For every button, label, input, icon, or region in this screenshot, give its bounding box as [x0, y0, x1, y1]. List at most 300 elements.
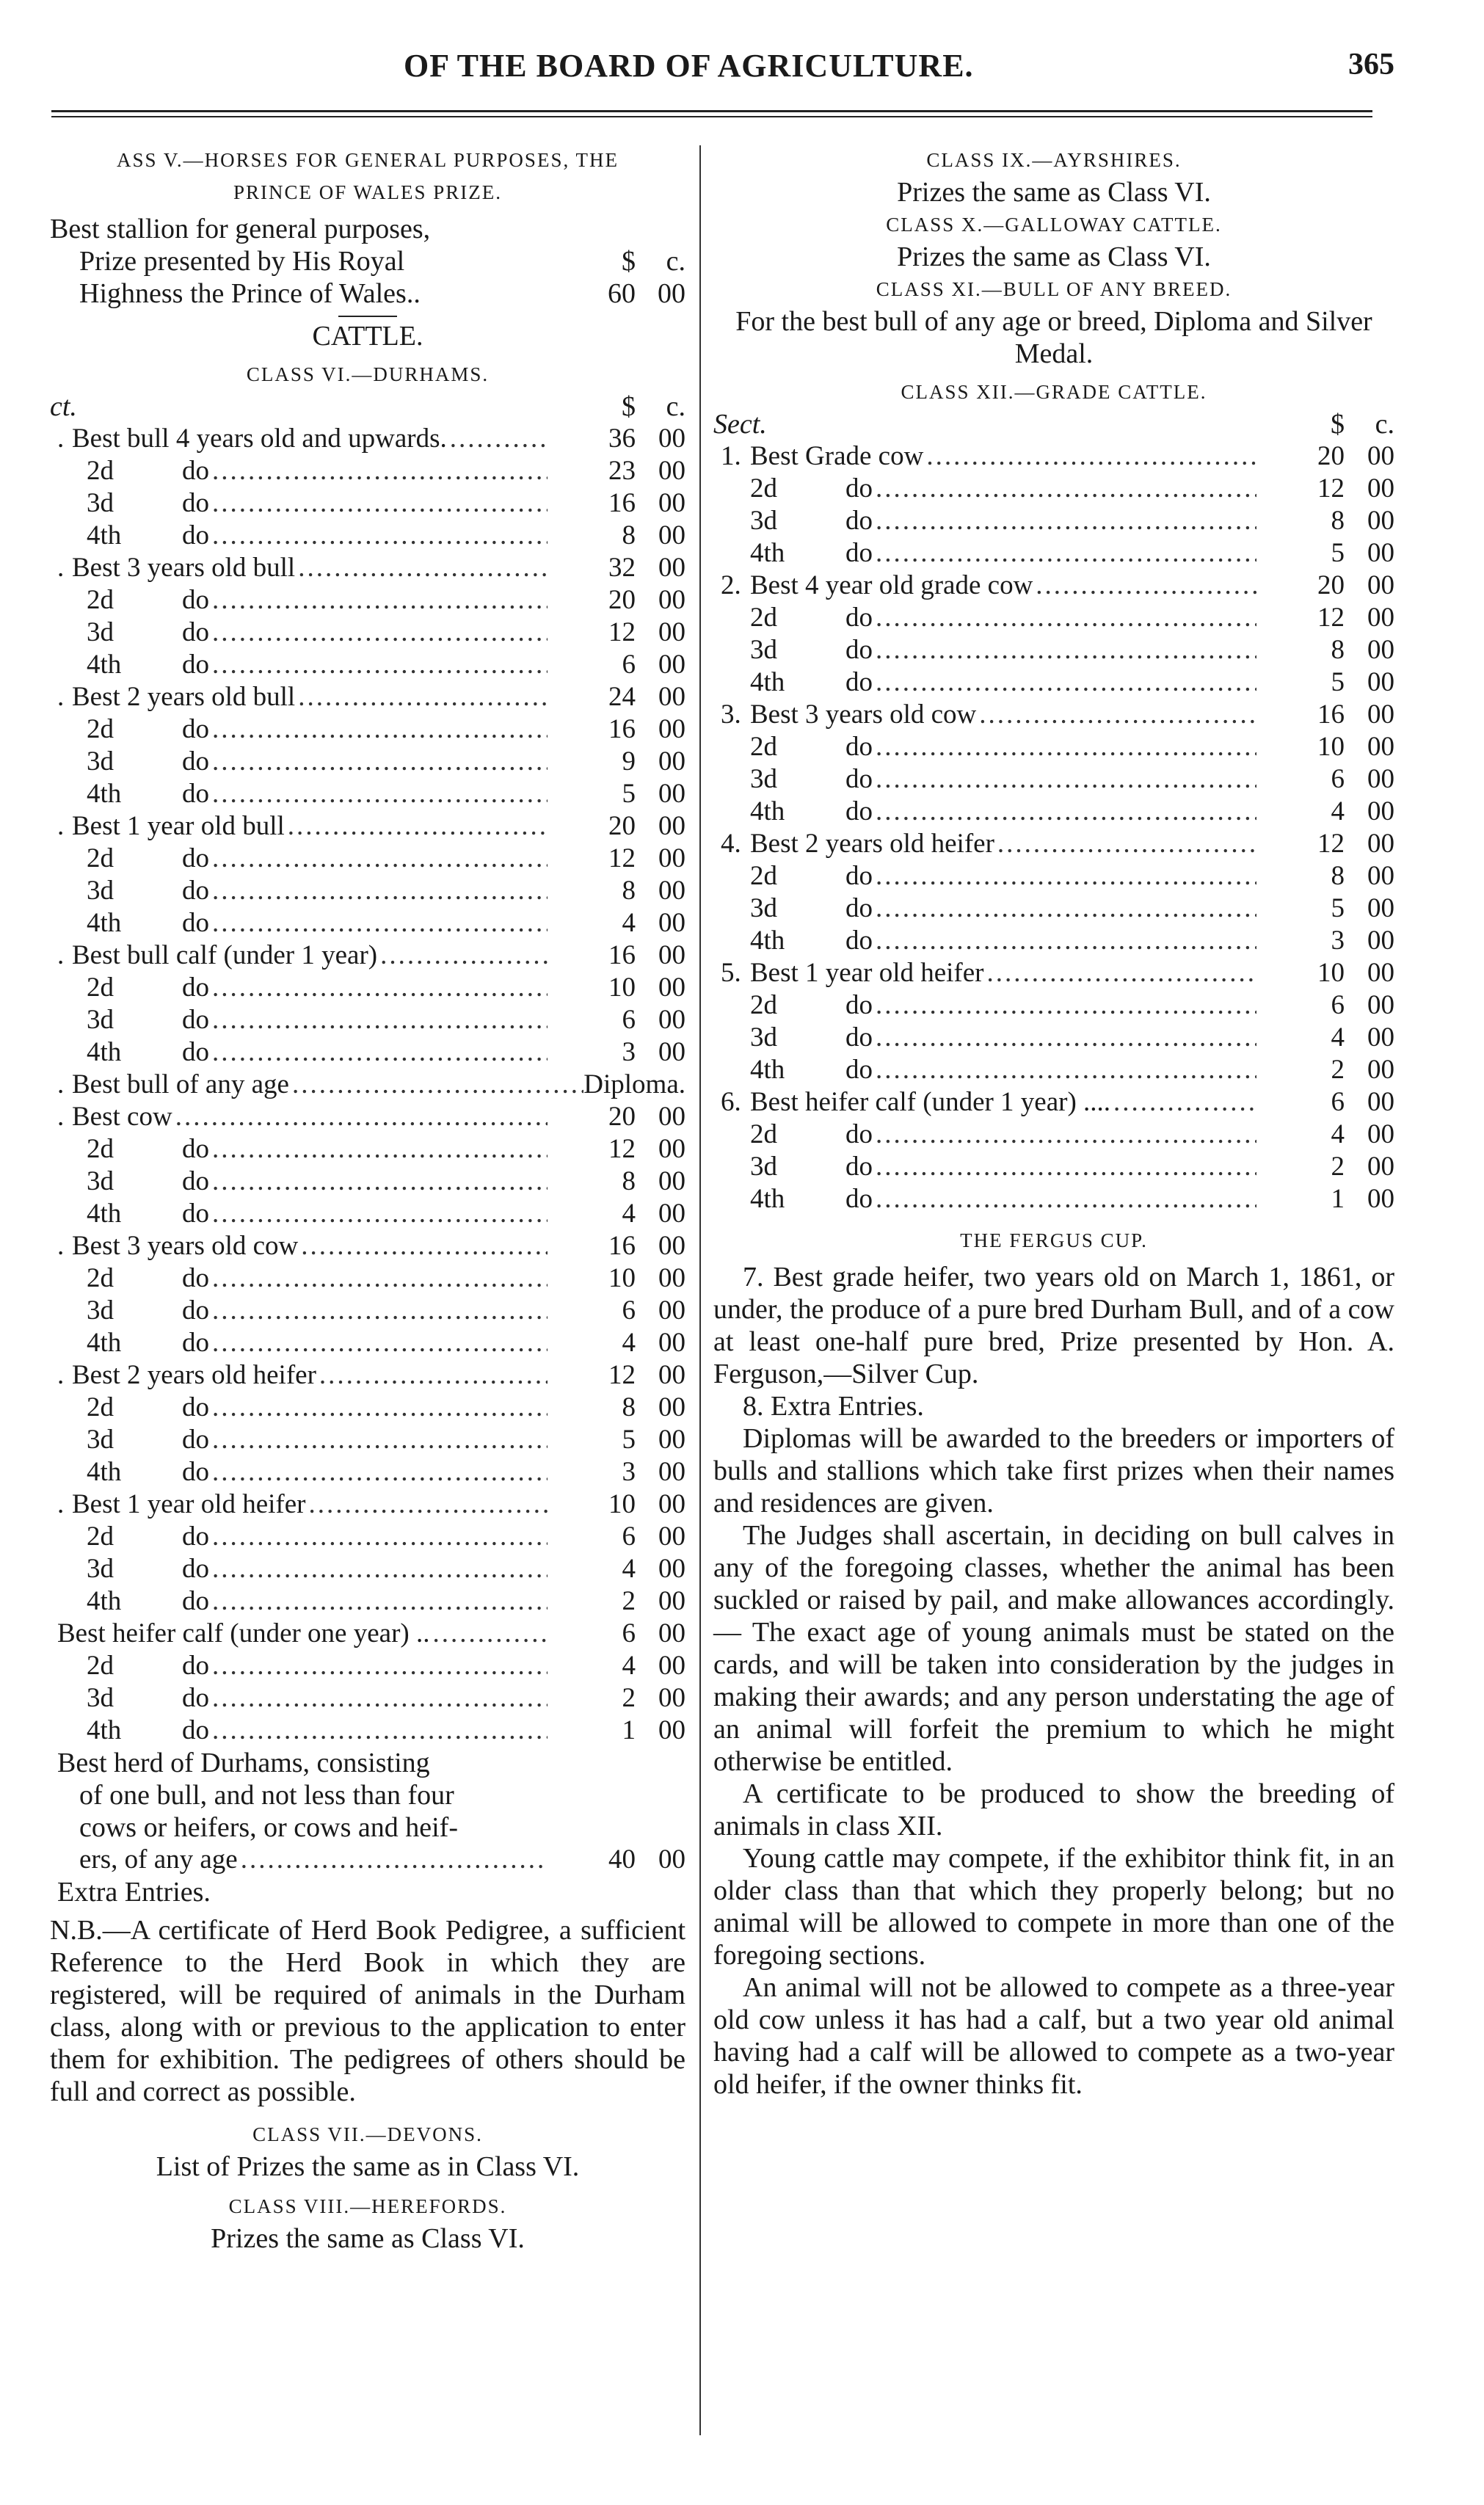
prize-row: [713, 473, 1394, 505]
prize-label: Best 2 years old heifer: [72, 1360, 316, 1390]
section-divider: [338, 316, 397, 317]
stallion-cents: 00: [658, 278, 685, 309]
dot-leader: [873, 731, 1256, 763]
place-label: 4th: [87, 1715, 122, 1745]
section-number: .: [57, 553, 65, 583]
dot-leader: [209, 1327, 548, 1359]
class9-heading: CLASS IX.—AYRSHIRES.: [926, 149, 1182, 171]
prize-label-group: [50, 487, 209, 520]
prize-cents: 00: [1367, 1087, 1394, 1117]
prize-label-group: [50, 1230, 298, 1262]
dot-leader: [238, 1844, 548, 1876]
extra-entries: Extra Entries.: [57, 1877, 211, 1908]
prize-cents: 00: [658, 1360, 685, 1390]
place-label: 4th: [87, 1199, 122, 1229]
prize-row: [50, 1618, 685, 1650]
prize-label: do: [845, 1184, 873, 1214]
place-label: 4th: [87, 1457, 122, 1487]
stallion-line1: Best stallion for general purposes,: [50, 214, 431, 244]
prize-label: do: [182, 456, 209, 486]
section-number: 4.: [721, 829, 741, 859]
prize-label-group: [713, 570, 1033, 602]
prize-cents: 00: [1367, 603, 1394, 633]
stallion-line2: Prize presented by His Royal: [79, 246, 405, 277]
dot-leader: [209, 1133, 548, 1166]
sect-label: Sect.: [713, 409, 767, 440]
prize-row: [50, 649, 685, 681]
prize-dollars: 20: [608, 811, 636, 841]
prize-label-group: [50, 713, 209, 746]
stallion-line2-row: [50, 245, 685, 277]
herd-dollars: 40: [608, 1844, 636, 1875]
prize-row: [713, 828, 1394, 860]
prize-row: [50, 1133, 685, 1166]
prize-label: do: [182, 585, 209, 615]
prize-label: do: [182, 1425, 209, 1455]
prize-dollars: 1: [622, 1715, 636, 1745]
prize-row: [50, 1359, 685, 1392]
prize-row: [50, 423, 685, 455]
prize-label: do: [845, 1152, 873, 1182]
place-label: 4th: [87, 1328, 122, 1358]
prize-dollars: 3: [622, 1457, 636, 1487]
prize-cents: 00: [1367, 699, 1394, 730]
prize-label: do: [182, 1586, 209, 1616]
dot-leader: [209, 1166, 548, 1198]
prize-cents: 00: [658, 714, 685, 744]
prize-cents: 00: [658, 843, 685, 873]
prize-row: [50, 1004, 685, 1036]
prize-label: do: [182, 1134, 209, 1164]
prize-label-group: [50, 1359, 316, 1392]
prize-label-group: [50, 649, 209, 681]
prize-row: [50, 1521, 685, 1553]
prize-row: [713, 699, 1394, 731]
prize-dollars: 4: [622, 1199, 636, 1229]
prize-row: [50, 1650, 685, 1682]
prize-row: [713, 1183, 1394, 1215]
place-label: 4th: [750, 667, 785, 697]
dot-leader: [209, 875, 548, 907]
place-label: 3d: [87, 876, 114, 906]
page-header: [44, 47, 1409, 106]
dot-leader: [209, 1456, 548, 1488]
dot-leader: [429, 1618, 548, 1650]
class9-text: Prizes the same as Class VI.: [897, 177, 1211, 208]
prize-dollars: 8: [1331, 635, 1345, 665]
prize-dollars: 10: [608, 1489, 636, 1519]
dot-leader: [209, 1715, 548, 1747]
prize-label-group: [50, 1456, 209, 1488]
place-label: 4th: [87, 520, 122, 550]
herd-line2: of one bull, and not less than four: [79, 1780, 454, 1811]
section-number: .: [57, 1489, 65, 1519]
prize-row: [50, 1553, 685, 1585]
dot-leader: [209, 1392, 548, 1424]
prize-cents: 00: [658, 682, 685, 712]
prize-label-group: [50, 778, 209, 810]
prize-label-group: [50, 939, 377, 972]
prize-row: [50, 1262, 685, 1295]
place-label: 4th: [87, 779, 122, 809]
cattle-title: CATTLE.: [312, 321, 423, 352]
prize-dollars: 8: [1331, 861, 1345, 891]
prize-label-group: [50, 1392, 209, 1424]
prize-cents: 00: [1367, 958, 1394, 988]
prize-label: do: [182, 972, 209, 1003]
prize-label: do: [845, 732, 873, 762]
prize-label: do: [182, 650, 209, 680]
prize-dollars: 20: [608, 585, 636, 615]
prize-label: do: [845, 603, 873, 633]
prize-dollars: Diploma.: [583, 1069, 685, 1099]
dot-leader: [209, 1650, 548, 1682]
prize-cents: 00: [1367, 893, 1394, 923]
prize-cents: 00: [1367, 796, 1394, 826]
prize-cents: 00: [658, 1295, 685, 1326]
herd-line4-row: [50, 1844, 685, 1876]
dot-leader: [209, 778, 548, 810]
prize-dollars: 5: [1331, 667, 1345, 697]
prize-label: do: [182, 843, 209, 873]
dot-leader: [209, 746, 548, 778]
dot-leader: [209, 1521, 548, 1553]
prize-label-group: [50, 584, 209, 617]
place-label: 2d: [750, 732, 777, 762]
prize-label: do: [182, 908, 209, 938]
place-label: 2d: [87, 585, 114, 615]
place-label: 4th: [750, 1055, 785, 1085]
prize-dollars: 4: [622, 908, 636, 938]
prize-label: do: [182, 746, 209, 777]
section-number: 5.: [721, 958, 741, 988]
dot-leader: [209, 713, 548, 746]
prize-dollars: 4: [1331, 796, 1345, 826]
prize-cents: 00: [1367, 1184, 1394, 1214]
prize-cents: 00: [658, 456, 685, 486]
prize-label-group: [713, 1151, 873, 1183]
prize-cents: 00: [658, 617, 685, 647]
place-label: 4th: [87, 1037, 122, 1067]
sect-label: ct.: [50, 391, 77, 422]
certificate-paragraph: A certificate to be produced to show the breeding of animals in class XII.: [713, 1778, 1394, 1842]
prize-row: [50, 1715, 685, 1747]
prize-label-group: [50, 1101, 172, 1133]
prize-dollars: 4: [622, 1651, 636, 1681]
dot-leader: [873, 602, 1256, 634]
dot-leader: [209, 649, 548, 681]
dot-leader: [873, 860, 1256, 892]
prize-dollars: 8: [622, 1392, 636, 1422]
prize-label-group: [713, 699, 976, 731]
prize-label-group: [713, 860, 873, 892]
class10-heading: CLASS X.—GALLOWAY CATTLE.: [886, 214, 1222, 236]
place-label: 2d: [87, 1521, 114, 1552]
prize-label: do: [845, 1022, 873, 1052]
prize-cents: 00: [658, 876, 685, 906]
prize-row: [50, 584, 685, 617]
prize-row: [713, 731, 1394, 763]
prize-row: [50, 487, 685, 520]
place-label: 3d: [750, 635, 777, 665]
prize-cents: 00: [1367, 1152, 1394, 1182]
prize-label-group: [50, 1262, 209, 1295]
column-divider: [699, 145, 701, 2435]
prize-label: do: [182, 714, 209, 744]
header-rule-thin: [51, 116, 1372, 117]
dot-leader: [298, 1230, 548, 1262]
dot-leader: [994, 828, 1256, 860]
dot-leader: [295, 552, 548, 584]
prize-label: do: [845, 990, 873, 1020]
prize-label-group: [50, 1521, 209, 1553]
prize-cents: 00: [658, 423, 685, 454]
prize-row: [713, 796, 1394, 828]
place-label: 3d: [750, 893, 777, 923]
dot-leader: [873, 1119, 1256, 1151]
prize-label-group: [713, 1183, 873, 1215]
durham-prize-list: [50, 423, 685, 1747]
prize-label-group: [50, 617, 209, 649]
prize-row: [713, 1151, 1394, 1183]
section-number: 1.: [721, 441, 741, 471]
prize-label-group: [50, 552, 295, 584]
class8-text: Prizes the same as Class VI.: [211, 2223, 525, 2254]
header-rule: [51, 110, 1372, 112]
dot-leader: [209, 1585, 548, 1618]
stallion-dollars: 60: [608, 278, 636, 309]
prize-label-group: [50, 423, 447, 455]
prize-label-group: [713, 1086, 1110, 1119]
prize-label: do: [845, 538, 873, 568]
prize-dollars: 12: [608, 1360, 636, 1390]
prize-label-group: [50, 972, 209, 1004]
prize-row: [713, 925, 1394, 957]
prize-dollars: 12: [608, 843, 636, 873]
place-label: 3d: [87, 1554, 114, 1584]
dot-leader: [1033, 570, 1256, 602]
prize-row: [713, 537, 1394, 570]
prize-label-group: [50, 1618, 429, 1650]
prize-dollars: 12: [608, 617, 636, 647]
cents-header: c.: [666, 246, 685, 277]
prize-dollars: 6: [622, 1521, 636, 1552]
prize-label-group: [50, 843, 209, 875]
prize-label-group: [50, 1424, 209, 1456]
prize-dollars: 10: [1317, 732, 1345, 762]
class11-heading: CLASS XI.—BULL OF ANY BREED.: [876, 278, 1232, 300]
dollar-header: $: [622, 391, 636, 422]
prize-label: do: [182, 1521, 209, 1552]
dollar-header: $: [622, 246, 636, 277]
herd-line3: cows or heifers, or cows and heif-: [79, 1812, 458, 1843]
prize-row: [50, 552, 685, 584]
dot-leader: [209, 584, 548, 617]
dot-leader: [873, 505, 1256, 537]
prize-row: [50, 455, 685, 487]
prize-label-group: [713, 602, 873, 634]
place-label: 4th: [750, 796, 785, 826]
prize-label-group: [713, 828, 994, 860]
prize-row: [713, 892, 1394, 925]
prize-dollars: 16: [1317, 699, 1345, 730]
section-number: 2.: [721, 570, 741, 600]
prize-cents: 00: [1367, 861, 1394, 891]
prize-label-group: [50, 455, 209, 487]
prize-label: Best 1 year old heifer: [750, 958, 984, 988]
class6-heading: CLASS VI.—DURHAMS.: [246, 363, 490, 385]
place-label: 4th: [750, 926, 785, 956]
prize-dollars: 32: [608, 553, 636, 583]
prize-label: do: [182, 1683, 209, 1713]
prize-dollars: 20: [1317, 570, 1345, 600]
dollar-header: $: [1331, 409, 1345, 440]
cents-header: c.: [666, 391, 685, 422]
place-label: 2d: [87, 972, 114, 1003]
prize-label-group: [50, 520, 209, 552]
diplomas-paragraph: Diplomas will be awarded to the breeders or importers of bulls and stallions which take first prizes when their names and residences are given.: [713, 1423, 1394, 1519]
prize-cents: 00: [658, 1651, 685, 1681]
prize-cents: 00: [658, 1457, 685, 1487]
prize-cents: 00: [1367, 441, 1394, 471]
place-label: 2d: [87, 1392, 114, 1422]
prize-row: [50, 1392, 685, 1424]
place-label: 4th: [750, 538, 785, 568]
dot-leader: [873, 925, 1256, 957]
prize-cents: 00: [658, 650, 685, 680]
prize-cents: 00: [658, 1328, 685, 1358]
dot-leader: [209, 1198, 548, 1230]
class10-text: Prizes the same as Class VI.: [897, 241, 1211, 272]
place-label: 2d: [87, 714, 114, 744]
prize-row: [50, 778, 685, 810]
place-label: 3d: [87, 1005, 114, 1035]
place-label: 2d: [87, 1263, 114, 1293]
prize-label-group: [50, 681, 295, 713]
prize-cents: 00: [658, 1199, 685, 1229]
prize-dollars: 2: [1331, 1055, 1345, 1085]
prize-label: Best 3 years old bull: [72, 553, 296, 583]
prize-cents: 00: [658, 553, 685, 583]
stallion-line3-row: [50, 277, 685, 310]
class8-heading: CLASS VIII.—HEREFORDS.: [228, 2195, 507, 2217]
prize-cents: 00: [658, 1586, 685, 1616]
fergus-heading: THE FERGUS CUP.: [960, 1229, 1148, 1251]
prize-label: do: [845, 506, 873, 536]
prize-label-group: [50, 746, 209, 778]
young-cattle-paragraph: Young cattle may compete, if the exhibitor think fit, in an older class than that which they properly belong; but no animal will be allowed to compete in more than one of the foregoing sections.: [713, 1843, 1394, 1971]
prize-row: [713, 634, 1394, 666]
dot-leader: [209, 843, 548, 875]
place-label: 2d: [750, 1119, 777, 1149]
prize-label: Best 1 year old heifer: [72, 1489, 306, 1519]
prize-label-group: [713, 763, 873, 796]
dot-leader: [306, 1488, 548, 1521]
prize-dollars: 1: [1331, 1184, 1345, 1214]
prize-cents: 00: [658, 972, 685, 1003]
prize-row: [713, 957, 1394, 989]
prize-dollars: 6: [622, 1295, 636, 1326]
prize-cents: 00: [658, 811, 685, 841]
prize-row: [713, 860, 1394, 892]
running-title: OF THE BOARD OF AGRICULTURE.: [404, 48, 974, 84]
class7-text: List of Prizes the same as in Class VI.: [156, 2151, 580, 2182]
dot-leader: [873, 989, 1256, 1022]
fergus-paragraph: 7. Best grade heifer, two years old on March 1, 1861, or under, the produce of a pure bred Durham Bull, and of a cow at least one-half pure bred, Prize presented by Hon. A. Ferguson,—Silver Cup.: [713, 1262, 1394, 1389]
prize-label: do: [182, 1392, 209, 1422]
prize-label-group: [50, 1585, 209, 1618]
prize-cents: 00: [1367, 473, 1394, 503]
prize-dollars: 8: [622, 520, 636, 550]
prize-row: [713, 505, 1394, 537]
prize-dollars: 6: [1331, 1087, 1345, 1117]
prize-dollars: 2: [1331, 1152, 1345, 1182]
herd-cents: 00: [658, 1844, 685, 1875]
section-number: .: [57, 1231, 65, 1261]
prize-label-group: [50, 1166, 209, 1198]
section-number: .: [57, 1069, 65, 1099]
section-number: .: [57, 1360, 65, 1390]
prize-cents: 00: [658, 1037, 685, 1067]
place-label: 3d: [750, 1152, 777, 1182]
prize-label: do: [182, 1457, 209, 1487]
prize-label: Best 2 years old heifer: [750, 829, 994, 859]
prize-dollars: 4: [622, 1554, 636, 1584]
prize-dollars: 16: [608, 940, 636, 970]
prize-label-group: [713, 925, 873, 957]
prize-cents: 00: [658, 908, 685, 938]
prize-row: [713, 1086, 1394, 1119]
dot-leader: [1110, 1086, 1256, 1119]
place-label: 2d: [750, 473, 777, 503]
prize-label: do: [845, 861, 873, 891]
prize-label-group: [50, 1198, 209, 1230]
prize-label: do: [182, 1295, 209, 1326]
prize-row: [50, 1069, 685, 1101]
section-number: .: [57, 1102, 65, 1132]
prize-label: do: [182, 1651, 209, 1681]
prize-dollars: 3: [622, 1037, 636, 1067]
prize-label: Best Grade cow: [750, 441, 924, 471]
prize-dollars: 8: [1331, 506, 1345, 536]
prize-row: [50, 1456, 685, 1488]
prize-label: do: [182, 1328, 209, 1358]
place-label: 3d: [87, 1295, 114, 1326]
prize-label-group: [50, 1553, 209, 1585]
prize-dollars: 5: [1331, 538, 1345, 568]
place-label: 2d: [750, 861, 777, 891]
prize-label: do: [182, 876, 209, 906]
prize-label-group: [713, 1119, 873, 1151]
place-label: 4th: [750, 1184, 785, 1214]
prize-row: [50, 843, 685, 875]
prize-label: do: [845, 893, 873, 923]
left-column: [50, 144, 685, 2255]
prize-dollars: 4: [622, 1328, 636, 1358]
prize-dollars: 4: [1331, 1022, 1345, 1052]
prize-label-group: [713, 731, 873, 763]
prize-label: do: [182, 617, 209, 647]
prize-row: [50, 1585, 685, 1618]
prize-label-group: [713, 989, 873, 1022]
section-number: .: [57, 811, 65, 841]
durham-column-headers: [50, 390, 685, 423]
prize-cents: 00: [658, 1683, 685, 1713]
section-number: 3.: [721, 699, 741, 730]
prize-label-group: [713, 440, 923, 473]
dot-leader: [209, 972, 548, 1004]
section-number: 6.: [721, 1087, 741, 1117]
